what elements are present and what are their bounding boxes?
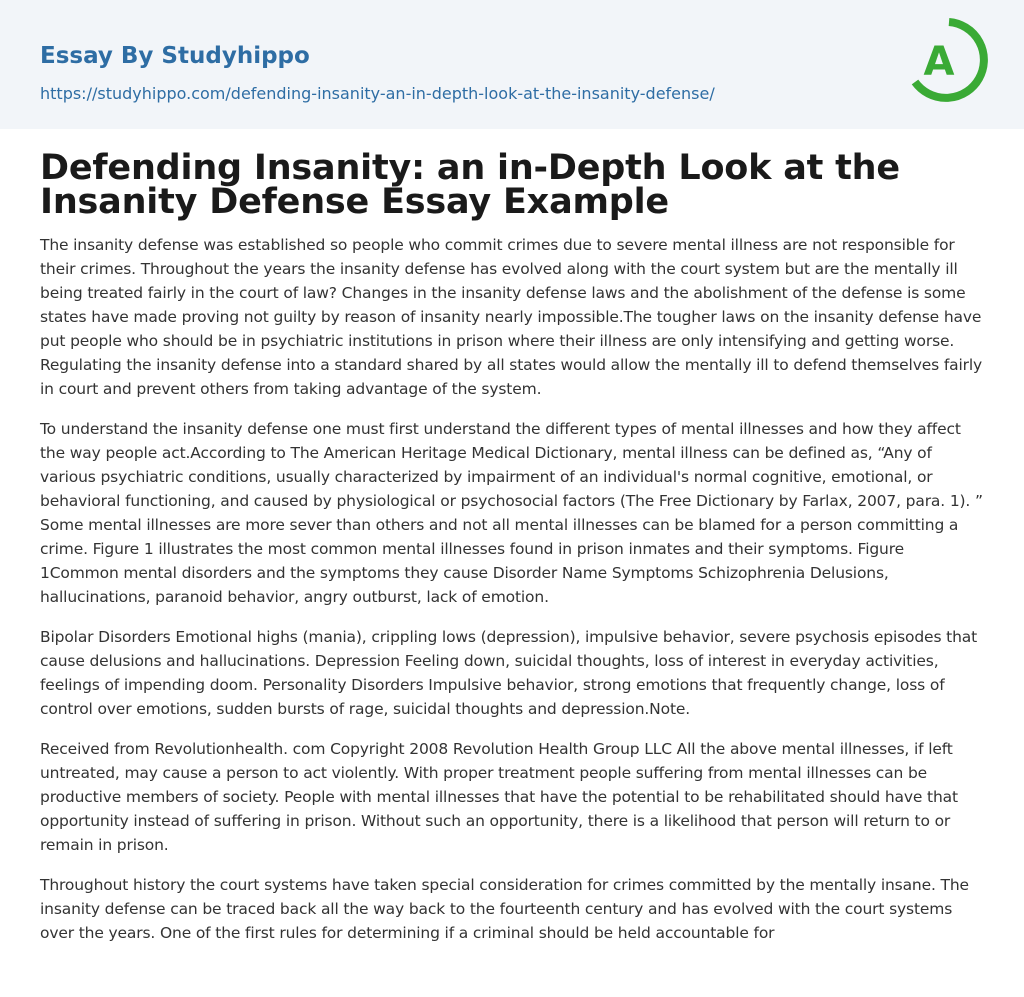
article-paragraph: Throughout history the court systems have taken special consideration for crimes committed by the mentally insane. The insanity defense can be traced back all the way back to the fourteenth century and has evolved with the court systems over the years. One of the first rules for determining if a criminal should be held accountable for [40,876,969,942]
article-paragraph: Received from Revolutionhealth. com Copyright 2008 Revolution Health Group LLC All the above mental illnesses, if left untreated, may cause a person to act violently. With proper treatment people suffering from mental illnesses can be productive members of society. People with mental illnesses that have the potential to be rehabilitated should have that opportunity instead of suffering in prison. Without such an opportunity, there is a likelihood that person will return to or remain in prison. [40,740,958,854]
page-url-link[interactable]: https://studyhippo.com/defending-insanity-an-in-depth-look-at-the-insanity-defense/ [40,84,715,103]
site-header [0,0,1024,129]
studyhippo-logo-icon[interactable] [910,18,988,106]
article-paragraph: Bipolar Disorders Emotional highs (mania), crippling lows (depression), impulsive behavior, severe psychosis episodes that cause delusions and hallucinations. Depression Feeling down, suicidal thoughts, loss of interest in everyday activities, feelings of impending doom. Personality Disorders Impulsive behavior, strong emotions that frequently change, loss of control over emotions, sudden bursts of rage, suicidal thoughts and depression.Note. [40,628,978,718]
article-paragraph: The insanity defense was established so people who commit crimes due to severe mental illness are not responsible for their crimes. Throughout the years the insanity defense has evolved along with the court system but are the mentally ill being treated fairly in the court of law? Changes in the insanity defense laws and the abolishment of the defense is some states have made proving not guilty by reason of insanity nearly impossible.The tougher laws on the insanity defense have put people who should be in psychiatric institutions in prison where their illness are only intensifying and getting worse. Regulating the insanity defense into a standard shared by all states would allow the mentally ill to defend themselves fairly in court and prevent others from taking advantage of the system. [40,236,983,398]
article [0,129,1024,945]
article-title: Defending Insanity: an in-Depth Look at the Insanity Defense Essay Example [40,148,900,222]
site-brand[interactable]: Essay By Studyhippo [40,43,310,69]
article-paragraph: To understand the insanity defense one must first understand the different types of mental illnesses and how they affect the way people act.According to The American Heritage Medical Dictionary, mental illness can be defined as, “Any of various psychiatric conditions, usually characterized by impairment of an individual's normal cognitive, emotional, or behavioral functioning, and caused by physiological or psychosocial factors (The Free Dictionary by Farlax, 2007, para. 1). ” Some mental illnesses are more sever than others and not all mental illnesses can be blamed for a person committing a crime. Figure 1 illustrates the most common mental illnesses found in prison inmates and their symptoms. Figure 1Common mental disorders and the symptoms they cause Disorder Name Symptoms Schizophrenia Delusions, hallucinations, paranoid behavior, angry outburst, lack of emotion. [40,420,983,606]
logo-letter: A [923,39,955,85]
